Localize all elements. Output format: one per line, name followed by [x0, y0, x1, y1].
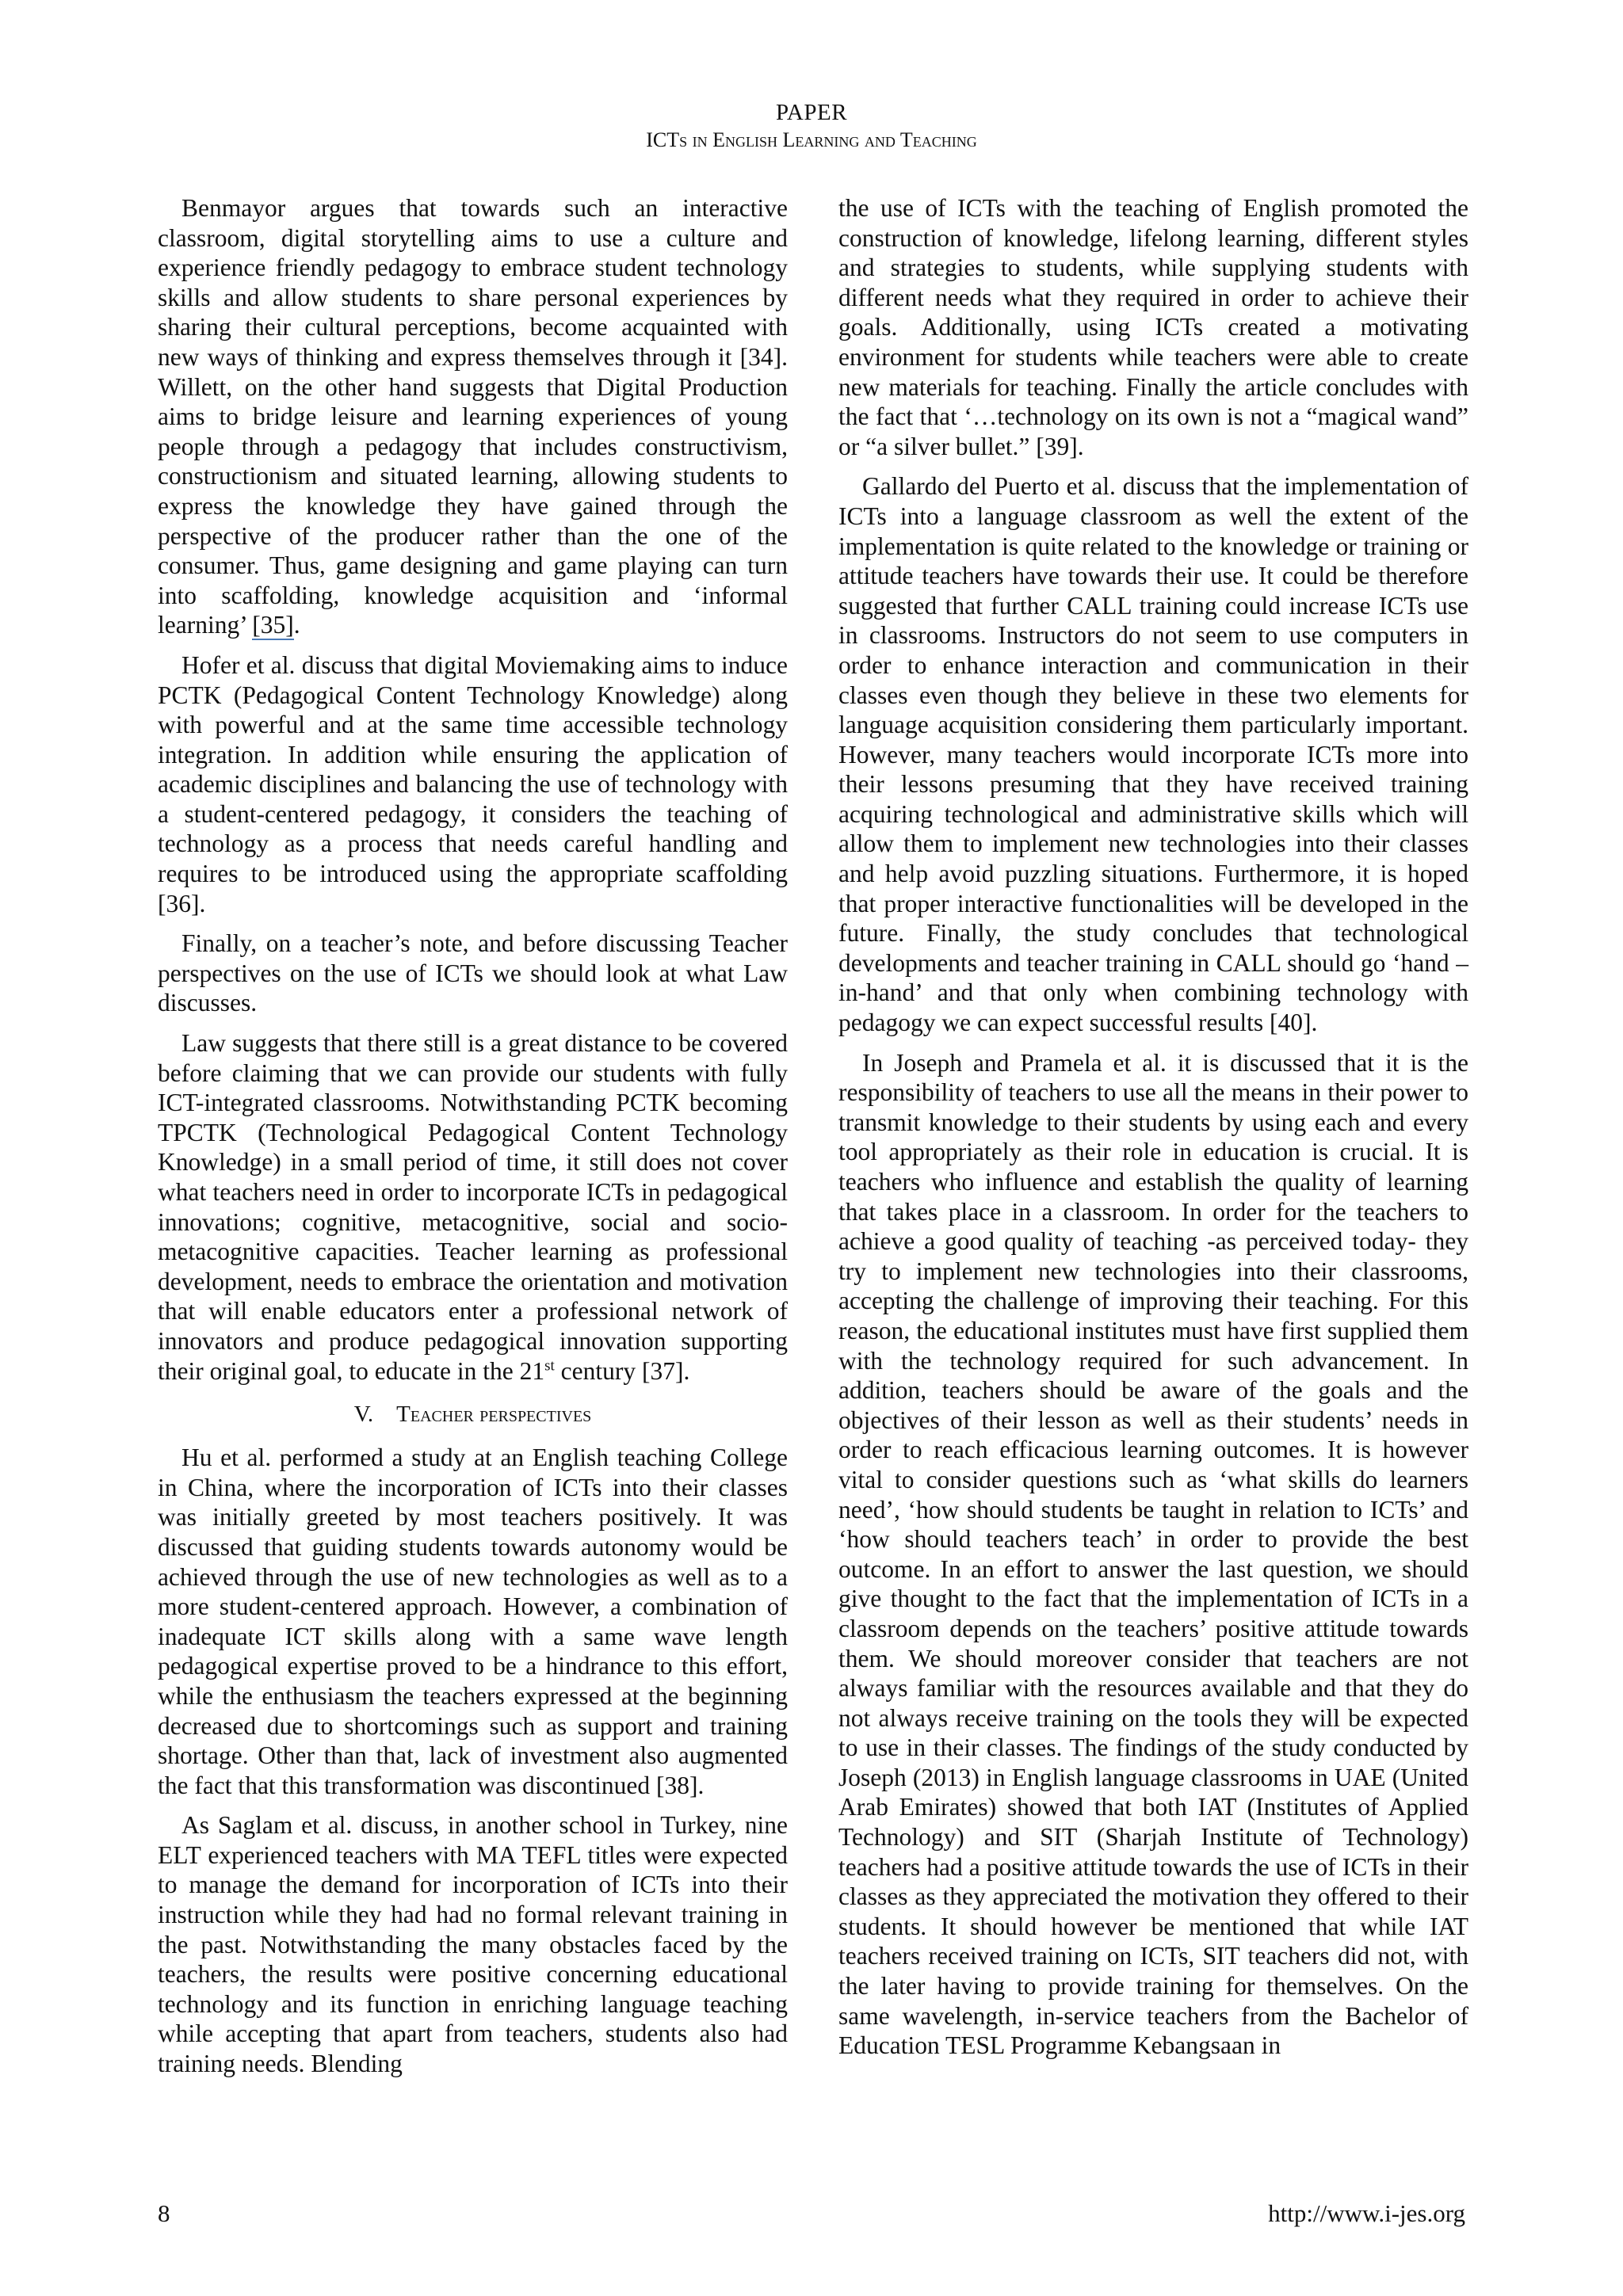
page-number: 8 — [158, 2199, 170, 2227]
paragraph-text: Law suggests that there still is a great distance to be covered before claiming that we can provide our students with fully ICT-integrated classrooms. Notwithstanding PCTK becoming TPCTK (Technological Pedagogical Content Technology Knowledge) in a small period of time, it still does not cover what teachers need in order to incorporate ICTs in pedagogical innovations; cognitive, metacognitive, social and socio-metacognitive capacities. Teacher learning as professional development, needs to embrace the orientation and motivation that will enable educators enter a professional network of innovators and produce pedagogical innovation supporting their original goal, to educate in the 21 — [158, 1029, 788, 1385]
paragraph: Hofer et al. discuss that digital Moviemaking aims to induce PCTK (Pedagogical Content Technology Knowledge) along with powerful and at the same time accessible technology integration. In addition while ensuring the application of academic disciplines and balancing the use of technology with a student-centered pedagogy, it considers the teaching of technology as a process that needs careful handling and requires to be introduced using the appropriate scaffolding [36]. — [158, 650, 788, 917]
right-column — [838, 193, 1468, 2061]
running-head: PAPER — [775, 100, 848, 125]
page-header — [0, 98, 1623, 154]
paragraph: As Saglam et al. discuss, in another school in Turkey, nine ELT experienced teachers with MA TEFL titles were expected to manage the demand for incorporation of ICTs into their instruction while they had had no formal relevant training in the past. Notwithstanding the many obstacles faced by the teachers, the results were positive concerning educational technology and its function in enriching language teaching while accepting that apart from teachers, students also had training needs. Blending — [158, 1811, 788, 2078]
paragraph: Hu et al. performed a study at an English teaching College in China, where the incorporation of ICTs into their classes was initially greeted by most teachers positively. It was discussed that guiding students towards autonomy would be achieved through the use of new technologies as well as to a more student-centered approach. However, a combination of inadequate ICT skills along with a same wave length pedagogical expertise proved to be a hindrance to this effort, while the enthusiasm the teachers expressed at the beginning decreased due to shortcomings such as support and training shortage. Other than that, lack of investment also augmented the fact that this transformation was discontinued [38]. — [158, 1444, 788, 1799]
section-heading — [158, 1400, 788, 1428]
superscript: st — [544, 1357, 555, 1375]
citation-link[interactable]: [35] — [252, 611, 294, 639]
section-number: V. — [353, 1402, 374, 1428]
paragraph: Finally, on a teacher’s note, and before discussing Teacher perspectives on the use of ICTs we should look at what Law discusses. — [158, 929, 788, 1017]
paragraph: Gallardo del Puerto et al. discuss that the implementation of ICTs into a language classroom as well the extent of the implementation is quite related to the knowledge or training or attitude teachers have towards their use. It could be therefore suggested that further CALL training could increase ICTs use in classrooms. Instructors do not seem to use computers in order to enhance interaction and communication in their classes even though they believe in these two elements for language acquisition considering them particularly important. However, many teachers would incorporate ICTs more into their lessons presuming that they have received training acquiring technological and administrative skills which will allow them to implement new technologies into their classes and help avoid puzzling situations. Furthermore, it is hoped that proper interactive functionalities will be developed in the future. Finally, the study concludes that technological developments and teacher training in CALL should go ‘hand –in-hand’ and that only when combining technology with pedagogy we can expect successful results [40]. — [838, 472, 1468, 1037]
journal-url[interactable]: http://www.i-jes.org — [1268, 2199, 1465, 2227]
paragraph: the use of ICTs with the teaching of English promoted the construction of knowledge, lifelong learning, different styles and strategies to students, while supplying students with different needs what they required in order to achieve their goals. Additionally, using ICTs created a motivating environment for students while teachers were able to create new materials for teaching. Finally the article concludes with the fact that ‘…technology on its own is not a “magical wand” or “a silver bullet.” [39]. — [838, 194, 1468, 460]
paragraph — [158, 1028, 788, 1386]
paragraph — [158, 193, 788, 640]
paragraph: In Joseph and Pramela et al. it is discussed that it is the responsibility of teachers to use all the means in their power to transmit knowledge to their students by using each and every tool appropriately as their role in education is crucial. It is teachers who influence and establish the quality of learning that takes place in a classroom. In order for the teachers to achieve a good quality of teaching -as perceived today- they try to implement new technologies into their classrooms, accepting the challenge of improving their teaching. For this reason, the educational institutes must have first supplied them with the technology required for such advancement. In addition, teachers should be aware of the goals and the objectives of their lesson as well as their students’ needs in order to reach efficacious learning outcomes. It is however vital to consider questions such as ‘what skills do learners need’, ‘how should students be taught in relation to ICTs’ and ‘how should teachers teach’ in order to provide the best outcome. In an effort to answer the last question, we should give thought to the fact that the implementation of ICTs in a classroom depends on the teachers’ positive attitude towards them. We should moreover consider that teachers are not always familiar with the resources available and that they do not always receive training on the tools they will be expected to use in their classes. The findings of the study conducted by Joseph (2013) in English language classrooms in UAE (United Arab Emirates) showed that both IAT (Institutes of Applied Technology) and SIT (Sharjah Institute of Technology) teachers had a positive attitude towards the use of ICTs in their classes as they appreciated the motivation they offered to their students. It should however be mentioned that while IAT teachers received training on ICTs, SIT teachers did not, with the later having to provide training for themselves. On the same wavelength, in-service teachers from the Bachelor of Education TESL Programme Kebangsaan in — [838, 1048, 1468, 2060]
paragraph-text: century [37]. — [554, 1356, 690, 1385]
left-column — [158, 193, 788, 2079]
paragraph-text: . — [293, 611, 300, 639]
paragraph-text: Benmayor argues that towards such an interactive classroom, digital storytelling aims to use a culture and experience friendly pedagogy to embrace student technology skills and allow students to share personal experiences by sharing their cultural perceptions, become acquainted with new ways of thinking and express themselves through it [34]. Willett, on the other hand suggests that Digital Production aims to bridge leisure and learning experiences of young people through a pedagogy that includes constructivism, constructionism and situated learning, allowing students to express the knowledge they have gained through the perspective of the producer rather than the one of the consumer. Thus, game designing and game playing can turn into scaffolding, knowledge acquisition and ‘informal learning’ — [158, 194, 788, 639]
running-title: ICTs in English Learning and Teaching — [646, 128, 977, 151]
section-title: Teacher perspectives — [396, 1402, 592, 1428]
